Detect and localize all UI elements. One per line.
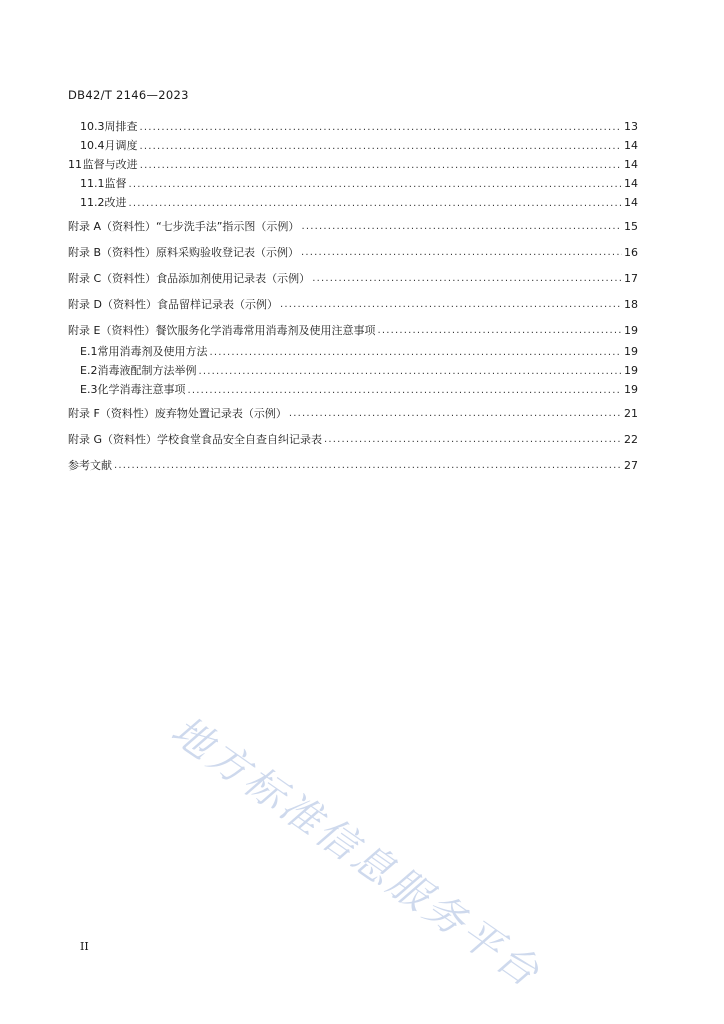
toc-entry[interactable] — [68, 400, 638, 426]
toc-entry-number: 附录 G（资料性） — [68, 433, 158, 446]
toc-leader-dots — [140, 122, 623, 133]
toc-leader-dots — [129, 198, 623, 209]
toc-entry-number: 11.2 — [80, 196, 105, 209]
toc-entry-title: 常用消毒剂及使用方法 — [97, 345, 208, 358]
toc-entry-number: E.1 — [80, 345, 98, 358]
toc-entry-page: 14 — [624, 139, 638, 152]
toc-entry-number: 附录 E（资料性） — [68, 324, 156, 337]
toc-leader-dots — [114, 460, 622, 471]
toc-entry-number: 附录 B（资料性） — [68, 246, 157, 259]
toc-entry[interactable] — [68, 213, 638, 239]
toc-leader-dots — [289, 408, 622, 419]
toc-entry-number: 附录 C（资料性） — [68, 272, 157, 285]
toc-entry[interactable] — [68, 362, 638, 381]
toc-entry-number: 10.4 — [80, 139, 105, 152]
toc-entry-title: 食品添加剂使用记录表（示例） — [156, 272, 311, 285]
toc-entry-title: 食品留样记录表（示例） — [156, 298, 278, 311]
toc-leader-dots — [129, 179, 623, 190]
toc-entry-title: 学校食堂食品安全自查自纠记录表 — [157, 433, 323, 446]
toc-entry-page: 15 — [624, 219, 638, 233]
toc-entry-page: 14 — [624, 158, 638, 171]
toc-entry-page: 16 — [624, 245, 638, 259]
document-code: DB42/T 2146—2023 — [68, 88, 189, 102]
toc-entry-page: 19 — [624, 364, 638, 377]
toc-entry-page: 18 — [624, 297, 638, 311]
toc-entry[interactable] — [68, 239, 638, 265]
toc-leader-dots — [377, 325, 622, 336]
page-number: II — [80, 940, 89, 953]
toc-leader-dots — [140, 160, 622, 171]
toc-entry-page: 13 — [624, 120, 638, 133]
toc-entry-page: 19 — [624, 323, 638, 337]
toc-leader-dots — [198, 366, 622, 377]
toc-entry[interactable] — [68, 381, 638, 400]
toc-entry[interactable] — [68, 452, 638, 478]
table-of-contents — [68, 118, 638, 478]
toc-entry-number: 11 — [68, 158, 82, 171]
toc-entry-page: 14 — [624, 196, 638, 209]
toc-entry-number: 附录 F（资料性） — [68, 407, 155, 420]
toc-leader-dots — [324, 434, 622, 445]
toc-leader-dots — [301, 221, 622, 232]
toc-entry-title: 废弃物处置记录表（示例） — [154, 407, 287, 420]
toc-entry[interactable] — [68, 156, 638, 175]
toc-entry[interactable] — [68, 426, 638, 452]
toc-entry[interactable] — [68, 175, 638, 194]
toc-entry-title: 月调度 — [104, 139, 138, 152]
toc-entry[interactable] — [68, 291, 638, 317]
toc-entry-number: 10.3 — [80, 120, 105, 133]
toc-entry-title: 改进 — [104, 196, 127, 209]
toc-entry-number: E.3 — [80, 383, 98, 396]
toc-entry-title: 监督与改进 — [82, 158, 138, 171]
toc-leader-dots — [280, 299, 622, 310]
toc-entry-title: 原料采购验收登记表（示例） — [156, 246, 300, 259]
toc-entry-number: 附录 D（资料性） — [68, 298, 157, 311]
toc-entry-title: 监督 — [104, 177, 127, 190]
toc-entry-page: 27 — [624, 458, 638, 472]
toc-leader-dots — [187, 385, 622, 396]
toc-entry[interactable] — [68, 194, 638, 213]
toc-entry-page: 17 — [624, 271, 638, 285]
toc-entry-number: E.2 — [80, 364, 98, 377]
toc-entry[interactable] — [68, 343, 638, 362]
toc-entry-title: 参考文献 — [68, 459, 112, 472]
toc-entry-title: 餐饮服务化学消毒常用消毒剂及使用注意事项 — [155, 324, 376, 337]
toc-entry-title: 消毒液配制方法举例 — [97, 364, 197, 377]
toc-leader-dots — [140, 141, 623, 152]
toc-entry[interactable] — [68, 137, 638, 156]
toc-entry-page: 19 — [624, 383, 638, 396]
toc-leader-dots — [312, 273, 622, 284]
toc-entry-page: 22 — [624, 432, 638, 446]
watermark: 地方标准信息服务平台 — [162, 707, 550, 998]
toc-entry-title: 化学消毒注意事项 — [97, 383, 186, 396]
toc-entry[interactable] — [68, 118, 638, 137]
toc-entry-page: 21 — [624, 406, 638, 420]
toc-leader-dots — [301, 247, 622, 258]
toc-entry-title: 周排查 — [104, 120, 138, 133]
toc-entry-page: 19 — [624, 345, 638, 358]
toc-entry[interactable] — [68, 317, 638, 343]
toc-leader-dots — [209, 347, 622, 358]
toc-entry[interactable] — [68, 265, 638, 291]
toc-entry-page: 14 — [624, 177, 638, 190]
toc-entry-title: “七步洗手法”指示图（示例） — [156, 220, 300, 233]
toc-entry-number: 附录 A（资料性） — [68, 220, 157, 233]
toc-entry-number: 11.1 — [80, 177, 105, 190]
